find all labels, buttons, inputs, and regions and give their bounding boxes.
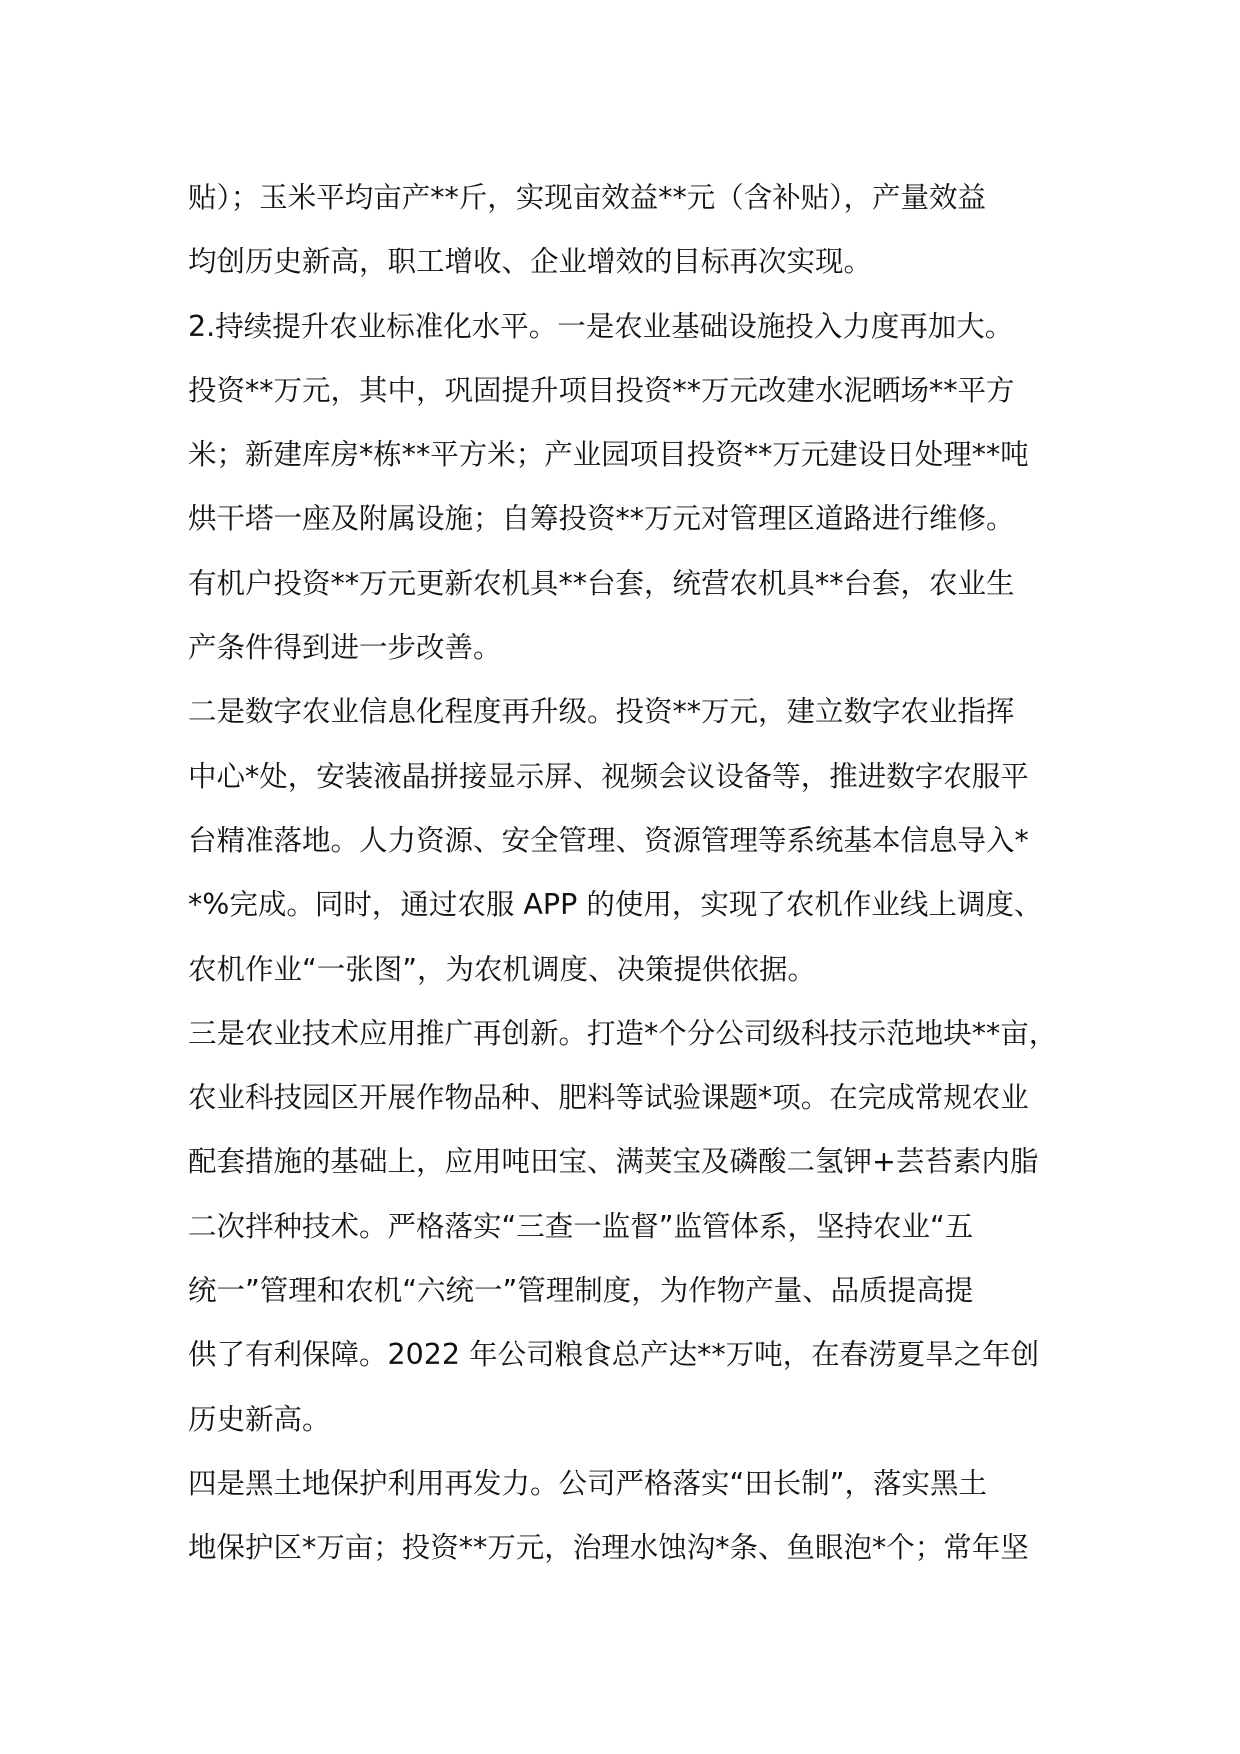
text-line: 二次拌种技术。严格落实“三查一监督”监管体系，坚持农业“五	[188, 1209, 974, 1243]
text-line: 有机户投资**万元更新农机具**台套，统营农机具**台套，农业生	[188, 566, 1015, 600]
text-line: 均创历史新高，职工增收、企业增效的目标再次实现。	[188, 245, 873, 279]
text-line: 地保护区*万亩；投资**万元，治理水蚀沟*条、鱼眼泡*个；常年坚	[188, 1531, 1029, 1565]
text-line: 中心*处，安装液晶拼接显示屏、视频会议设备等，推进数字农服平	[188, 759, 1029, 793]
text-line: 2.持续提升农业标准化水平。一是农业基础设施投入力度再加大。	[188, 309, 1014, 343]
text-line: 台精准落地。人力资源、安全管理、资源管理等系统基本信息导入*	[188, 823, 1029, 857]
text-line: 米；新建库房*栋**平方米；产业园项目投资**万元建设日处理**吨	[188, 438, 1029, 472]
text-line: *%完成。同时，通过农服 APP 的使用，实现了农机作业线上调度、	[188, 888, 1043, 922]
text-line: 四是黑土地保护利用再发力。公司严格落实“田长制”，落实黑土	[188, 1466, 988, 1500]
text-line: 历史新高。	[188, 1402, 331, 1436]
text-line: 配套措施的基础上，应用吨田宝、满荚宝及磷酸二氢钾+芸苔素内脂	[188, 1145, 1039, 1179]
text-line: 烘干塔一座及附属设施；自筹投资**万元对管理区道路进行维修。	[188, 502, 1015, 536]
text-line: 农业科技园区开展作物品种、肥料等试验课题*项。在完成常规农业	[188, 1081, 1029, 1115]
text-line: 产条件得到进一步改善。	[188, 631, 502, 665]
text-line: 三是农业技术应用推广再创新。打造*个分公司级科技示范地块**亩，	[188, 1016, 1058, 1050]
text-line: 贴）；玉米平均亩产**斤，实现亩效益**元（含补贴），产量效益	[188, 181, 987, 214]
text-line: 二是数字农业信息化程度再升级。投资**万元，建立数字农业指挥	[188, 695, 1015, 729]
text-line: 农机作业“一张图”，为农机调度、决策提供依据。	[188, 952, 817, 986]
text-line: 投资**万元，其中，巩固提升项目投资**万元改建水泥晒场**平方	[188, 373, 1015, 407]
document-body	[188, 166, 1068, 1581]
text-line: 供了有利保障。2022 年公司粮食总产达**万吨，在春涝夏旱之年创	[188, 1338, 1040, 1372]
text-line: 统一”管理和农机“六统一”管理制度，为作物产量、品质提高提	[188, 1274, 974, 1308]
